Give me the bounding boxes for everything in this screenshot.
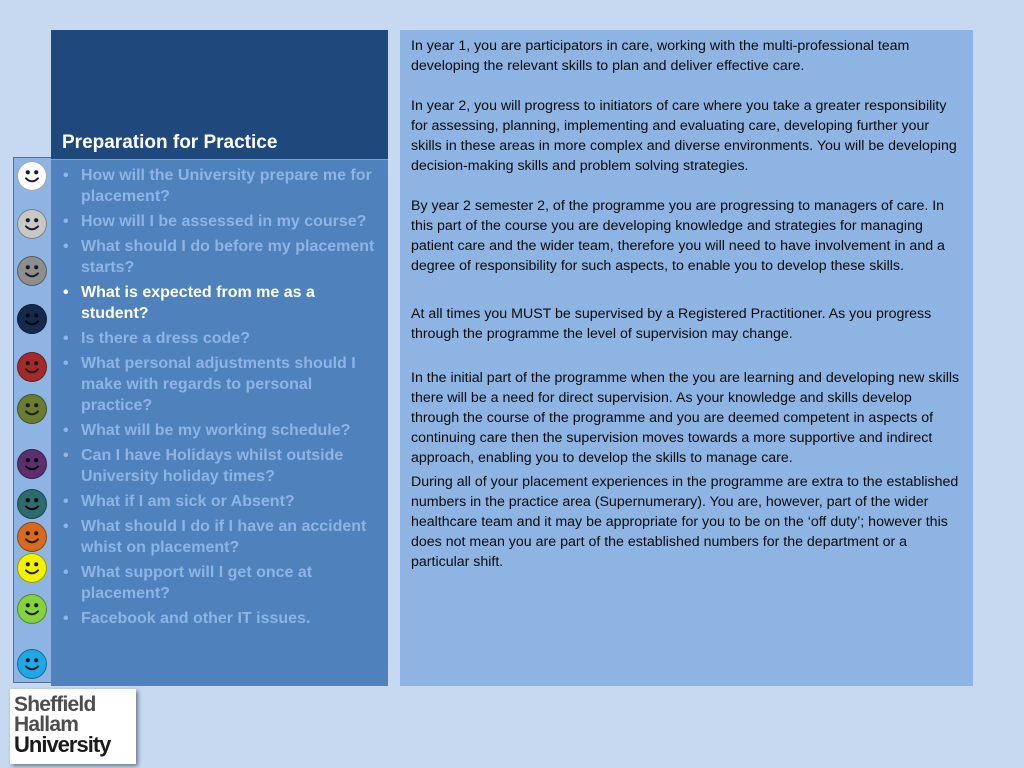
content-paragraph: In year 2, you will progress to initiators of care where you take a greater responsibility for assessing, planning, implementing and evaluating care, developing further your skills in these areas in more complex and diverse environments. You will be developing decision-making skills and problem solving strategies.	[411, 98, 957, 174]
smiley-face-icon[interactable]	[17, 352, 47, 382]
smiley-face-icon[interactable]	[17, 256, 47, 286]
title-panel	[51, 30, 388, 159]
menu-item[interactable]: • Facebook and other IT issues.	[59, 608, 378, 629]
smiley-face-icon[interactable]	[17, 553, 47, 583]
menu-item[interactable]: • Can I have Holidays whilst outside University holiday times?	[59, 445, 378, 487]
menu-item[interactable]: • What is expected from me as a student?	[59, 282, 378, 324]
menu-item[interactable]: • What personal adjustments should I make with regards to personal practice?	[59, 353, 378, 416]
logo-line-2: Hallam	[14, 713, 79, 736]
menu-item[interactable]: • What will be my working schedule?	[59, 420, 378, 441]
smiley-face-icon[interactable]	[17, 209, 47, 239]
menu-item[interactable]: • How will I be assessed in my course?	[59, 211, 378, 232]
content-paragraph: In the initial part of the programme when the you are learning and developing new skills there will be a need for direct supervision. As your knowledge and skills develop through the course of the programme and you are deemed competent in aspects of continuing care then the supervision moves towards a more supportive and indirect approach, enabling you to develop the skills to manage care.	[411, 370, 960, 466]
university-logo	[10, 689, 136, 764]
smiley-face-icon[interactable]	[17, 522, 47, 552]
logo-line-3: University	[14, 732, 111, 757]
menu-item[interactable]: • Is there a dress code?	[59, 328, 378, 349]
smiley-face-icon[interactable]	[17, 449, 47, 479]
smiley-face-icon[interactable]	[17, 304, 47, 334]
smiley-face-icon[interactable]	[17, 394, 47, 424]
smiley-face-icon[interactable]	[17, 649, 47, 679]
menu-item[interactable]: • What should I do before my placement starts?	[59, 236, 378, 278]
smiley-nav-strip	[13, 157, 53, 683]
content-paragraph: At all times you MUST be supervised by a Registered Practitioner. As you progress through the programme the level of supervision may change.	[411, 306, 932, 342]
menu-panel	[51, 159, 388, 686]
question-menu	[51, 160, 388, 629]
content-paragraph: By year 2 semester 2, of the programme you are progressing to managers of care. In this part of the course you are developing knowledge and strategies for managing patient care and the wider team, therefore you will need to have involvement in and a degree of responsibility for such aspects, to enable you to develop these skills.	[411, 198, 945, 274]
content-panel	[400, 30, 973, 686]
logo-line-1: Sheffield	[14, 693, 96, 716]
menu-item[interactable]: • What should I do if I have an accident whist on placement?	[59, 516, 378, 558]
page-title: Preparation for Practice	[62, 132, 278, 153]
content-paragraph: During all of your placement experiences in the programme are extra to the established numbers in the practice area (Supernumerary). You are, however, part of the wider healthcare team and it may be appropriate for you to be on the ‘off duty’; however this does not mean you are part of the established numbers for the department or a particular shift.	[411, 474, 959, 570]
smiley-face-icon[interactable]	[17, 489, 47, 519]
smiley-face-icon[interactable]	[17, 594, 47, 624]
menu-item[interactable]: • What support will I get once at placement?	[59, 562, 378, 604]
menu-item[interactable]: • How will the University prepare me for placement?	[59, 165, 378, 207]
content-paragraph: In year 1, you are participators in care, working with the multi-professional team developing the relevant skills to plan and deliver effective care.	[411, 38, 910, 74]
smiley-face-icon[interactable]	[17, 161, 47, 191]
menu-item[interactable]: • What if I am sick or Absent?	[59, 491, 378, 512]
